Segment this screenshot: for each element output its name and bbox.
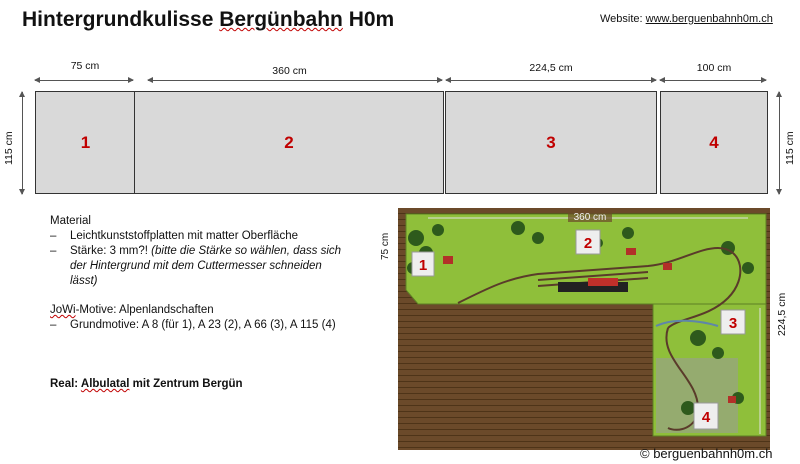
panel-4-width-label: 100 cm <box>696 62 732 74</box>
height-arrow-left <box>22 92 23 194</box>
svg-text:4: 4 <box>701 409 711 426</box>
material-item-3: – Grundmotive: A 8 (für 1), A 23 (2), A 66 (3), A 115 (4) <box>50 319 336 331</box>
panel-3-number: 3 <box>546 132 556 152</box>
terrain-upper <box>406 214 766 310</box>
panel-2-number: 2 <box>284 132 294 152</box>
real-location: Real: Albulatal mit Zentrum Bergün <box>50 378 243 390</box>
layout-left-label: 75 cm <box>380 232 391 260</box>
title-underlined: Bergünbahn <box>219 8 343 31</box>
panel-4-width-arrow <box>660 80 766 81</box>
jowi-heading: JoWi-Motive: Alpenlandschaften <box>50 304 214 316</box>
height-arrow-right <box>779 92 780 194</box>
layout-right-label: 224,5 cm <box>776 292 788 336</box>
copyright: © berguenbahnh0m.ch <box>640 446 773 461</box>
panel-3-width-arrow <box>446 80 656 81</box>
panel-4-number: 4 <box>709 132 719 152</box>
layout-top-label: 360 cm <box>573 212 607 223</box>
material-section <box>50 214 350 333</box>
svg-text:2: 2 <box>583 235 593 252</box>
material-item-2: – Stärke: 3 mm?! (bitte die Stärke so wählen, dass sich der Hintergrund mit dem Cuttermesser schneiden lässt) <box>50 245 342 287</box>
panel-3 <box>445 91 657 194</box>
panel-1-width-label: 75 cm <box>70 60 100 72</box>
website-link[interactable]: www.berguenbahnh0m.ch <box>645 13 773 25</box>
title-plain: Hintergrundkulisse <box>22 8 220 31</box>
material-heading: Material <box>50 215 91 227</box>
panel-1 <box>35 91 136 194</box>
badge-3 <box>721 310 745 334</box>
website-info <box>600 13 773 25</box>
website-label: Website: <box>600 13 646 25</box>
layout-plan-image <box>380 208 770 450</box>
panel-3-width-label: 224,5 cm <box>529 62 573 74</box>
svg-text:3: 3 <box>728 315 738 332</box>
page-title <box>22 8 394 32</box>
panel-1-width-arrow <box>35 80 133 81</box>
panel-1-number: 1 <box>80 132 91 152</box>
height-label-left: 115 cm <box>3 131 15 165</box>
material-item-1: – Leichtkunststoffplatten mit matter Oberfläche <box>50 230 298 242</box>
panel-4 <box>660 91 768 194</box>
height-label-right: 115 cm <box>784 131 796 165</box>
panel-2-width-arrow <box>148 80 442 81</box>
svg-text:1: 1 <box>418 257 428 274</box>
badge-4 <box>694 403 718 429</box>
station-roof <box>588 278 618 286</box>
badge-1 <box>412 252 434 276</box>
badge-2 <box>576 230 600 254</box>
title-suffix: H0m <box>342 8 395 31</box>
panel-2 <box>134 91 444 194</box>
panel-2-width-label: 360 cm <box>272 65 307 77</box>
